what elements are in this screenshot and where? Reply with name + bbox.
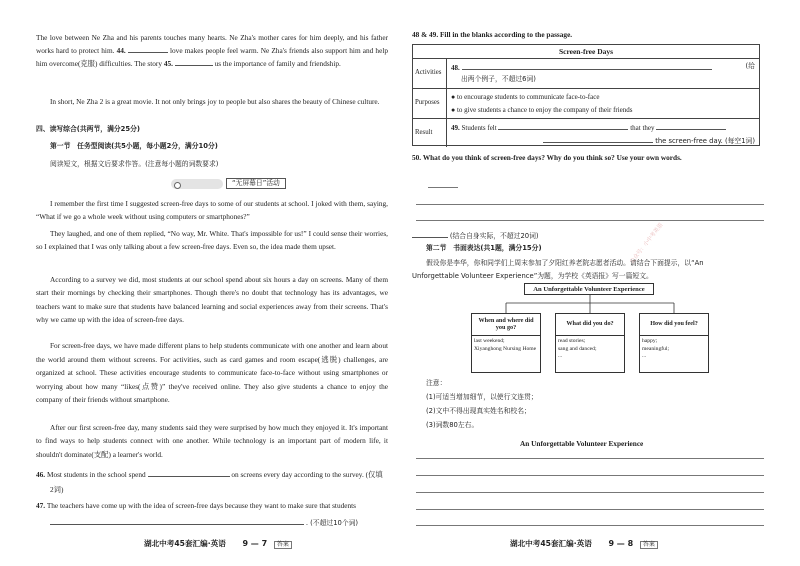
table-title: Screen-free Days bbox=[413, 45, 759, 59]
row-content bbox=[451, 119, 755, 147]
footer-stamp-icon: 答案 bbox=[274, 541, 292, 549]
writing-task-text: 假设你是李华，你和同学们上周末参加了夕阳红养老院志愿者活动。请结合下面提示，以“An bbox=[426, 259, 704, 267]
table-row-result bbox=[413, 119, 759, 147]
footer-page-number: 9 — 7 bbox=[242, 539, 268, 548]
answer-blank-49b[interactable] bbox=[656, 123, 726, 130]
answer-line-50[interactable] bbox=[428, 187, 458, 188]
page-footer bbox=[510, 540, 658, 549]
answer-blank-45[interactable] bbox=[175, 59, 213, 66]
answer-blank-47[interactable] bbox=[50, 518, 304, 525]
question-49-number: 49. bbox=[451, 124, 460, 132]
diagram-box-how-feel bbox=[639, 313, 709, 373]
instruction-text: 阅读短文，根据文后要求作答。(注意每小题的词数要求) bbox=[50, 160, 219, 168]
reading-paragraph-1: I remember the first time I suggested screen-free days to some of our students at school. I joked with them, saying, “What if we go a whole week without using computers or smartphones?” bbox=[36, 199, 388, 221]
purpose-item: ● to encourage students to communicate face-to-face bbox=[451, 93, 600, 101]
reading-paragraph-5: After our first screen-free day, many students said they were surprised by how much they enjoyed it. It's important to find ways to help students connect with one another. While technology is an important part of modern life, it shouldn't dominate(支配) a learner's world. bbox=[36, 423, 388, 459]
answer-blank-50[interactable] bbox=[412, 231, 448, 238]
row-content bbox=[451, 59, 755, 88]
banner-decoration bbox=[171, 179, 223, 189]
question-note: . (不超过10个词) bbox=[305, 519, 359, 527]
answer-blank-46[interactable] bbox=[148, 470, 230, 477]
question-46 bbox=[36, 470, 383, 478]
box-item: last weekend; bbox=[474, 338, 505, 344]
box-item: ... bbox=[558, 353, 563, 360]
box-content bbox=[640, 336, 708, 363]
footer-book-title: 湖北中考45套汇编·英语 bbox=[144, 539, 226, 548]
essay-writing-line[interactable] bbox=[416, 475, 764, 476]
question-text: that they bbox=[630, 124, 655, 132]
reading-paragraph-3: According to a survey we did, most students at our school spend about six hours a day on screens. Many of them start their mornings by checking their smartphones. Though there's no doubt that technology has its advantages, we teachers want to make sure that students have balanced learning and social experiences away from their screens. That's why we came up with the idea of screen-free days. bbox=[36, 275, 388, 324]
answer-blank-49c[interactable] bbox=[543, 136, 653, 143]
question-48-number: 48. bbox=[451, 64, 460, 72]
question-50: 50. What do you think of screen-free days? Why do you think so? Use your own words. bbox=[412, 153, 682, 162]
writing-task-text: Unforgettable Volunteer Experience”为题，为学校《英语报》写一篇短文。 bbox=[412, 272, 653, 280]
table-row-purposes bbox=[413, 89, 759, 119]
paragraph-text: us the importance of family and friendship. bbox=[214, 59, 341, 68]
page-footer bbox=[144, 540, 292, 549]
question-44-number: 44. bbox=[116, 46, 126, 55]
note-item: (1)可适当增加细节，以使行文连贯； bbox=[426, 393, 538, 401]
question-text: Students felt bbox=[461, 124, 497, 132]
subsection-title: 第一节 任务型阅读(共5小题，每小题2分，满分10分) bbox=[50, 142, 218, 150]
question-45-number: 45. bbox=[163, 59, 173, 68]
note-item: (3)词数80左右。 bbox=[426, 421, 479, 429]
question-text: Most students in the school spend bbox=[46, 470, 146, 479]
box-item: happy; bbox=[642, 338, 658, 344]
banner-icon bbox=[174, 182, 181, 189]
essay-title: An Unforgettable Volunteer Experience bbox=[520, 439, 644, 448]
question-48-49-heading: 48 & 49. Fill in the blanks according to the passage. bbox=[412, 30, 573, 39]
question-47 bbox=[36, 502, 356, 509]
diagram-box-what-did bbox=[555, 313, 625, 373]
footer-stamp-icon: 答案 bbox=[640, 541, 658, 549]
diagram-title: An Unforgettable Volunteer Experience bbox=[524, 283, 654, 295]
question-50-hint-line bbox=[412, 231, 539, 240]
box-item: Xiyanghong Nursing Home bbox=[474, 345, 537, 352]
answer-line-50[interactable] bbox=[416, 220, 764, 221]
answer-blank-44[interactable] bbox=[128, 46, 168, 53]
banner-label: “无屏幕日”活动 bbox=[226, 178, 286, 189]
paragraph-text: love makes people feel warm. Ne Zha's friends also support him and help him overcome(克服) difficulties. The story bbox=[36, 46, 388, 68]
footer-page-number: 9 — 8 bbox=[608, 539, 634, 548]
question-48-hint: 出两个例子，不超过6词) bbox=[461, 75, 536, 83]
question-47-number: 47. bbox=[36, 501, 46, 510]
box-content bbox=[472, 336, 540, 355]
volunteer-experience-diagram bbox=[470, 283, 710, 373]
passage-banner bbox=[171, 178, 326, 190]
answer-blank-49a[interactable] bbox=[498, 123, 628, 130]
screen-free-table bbox=[412, 44, 760, 146]
answer-line-50[interactable] bbox=[416, 204, 764, 205]
essay-writing-line[interactable] bbox=[416, 492, 764, 493]
question-note: the screen-free day. (每空1词) bbox=[655, 137, 755, 145]
question-48-hint: (给 bbox=[745, 62, 755, 70]
essay-writing-line[interactable] bbox=[416, 509, 764, 510]
answer-blank-48[interactable] bbox=[462, 63, 712, 70]
question-note: (结合自身实际，不超过20词) bbox=[449, 232, 539, 240]
footer-book-title: 湖北中考45套汇编·英语 bbox=[510, 539, 592, 548]
row-label: Purposes bbox=[413, 89, 447, 118]
box-heading: When and where did you go? bbox=[472, 314, 540, 336]
passage-paragraph-2: In short, Ne Zha 2 is a great movie. It not only brings joy to people but also shares the beauty of Chinese culture. bbox=[50, 97, 380, 106]
table-row-activities bbox=[413, 59, 759, 89]
subsection-title: 第二节 书面表达(共1题，满分15分) bbox=[426, 244, 542, 252]
paragraph-text: The love between Ne Zha and his parents touches many hearts. Ne Zha's mother cares for him deeply, and his father works hard to protect him. bbox=[36, 33, 388, 55]
question-text: The teachers have come up with the idea of screen-free days because they want to make sure that students bbox=[46, 501, 357, 510]
question-46-note: 2词) bbox=[50, 485, 64, 494]
box-content bbox=[556, 336, 624, 363]
section-title: 四、读写综合(共两节，满分25分) bbox=[36, 125, 141, 133]
box-item: meaningful; bbox=[642, 345, 670, 352]
purpose-item: ● to give students a chance to enjoy the company of their friends bbox=[451, 106, 633, 114]
box-heading: What did you do? bbox=[556, 314, 624, 336]
reading-paragraph-2: They laughed, and one of them replied, “No way, Mr. White. That's impossible for us!” I could sense their worries, so I explained that I was only talking about a few screen-free days. Even so, the idea made them upset. bbox=[36, 229, 388, 251]
essay-writing-line[interactable] bbox=[416, 525, 764, 526]
diagram-box-when-where bbox=[471, 313, 541, 373]
question-46-number: 46. bbox=[36, 470, 46, 479]
watermark-text: 公众号：小中考英语 bbox=[629, 222, 665, 266]
reading-paragraph-4: For screen-free days, we have made different plans to help students communicate with one another and learn about the world around them without screens. For activities, such as card games and room escape(逃脱) challenges, are organized at school. These activities encourage students to communicate face-to-face without using smartphones or worrying about how many “likes(点赞)” they've received online. They also give students a chance to enjoy the company of their friends without smartphone. bbox=[36, 341, 388, 405]
row-content bbox=[451, 89, 755, 118]
box-item: ... bbox=[642, 353, 647, 360]
question-text: on screens every day according to the survey. (仅填 bbox=[231, 470, 383, 479]
box-item: sang and danced; bbox=[558, 345, 597, 352]
essay-writing-line[interactable] bbox=[416, 458, 764, 459]
box-item: read stories; bbox=[558, 338, 586, 344]
question-47-answer-line bbox=[50, 518, 358, 527]
passage-paragraph-1 bbox=[36, 31, 388, 70]
row-label: Activities bbox=[413, 59, 447, 88]
box-heading: How did you feel? bbox=[640, 314, 708, 336]
notes-title: 注意： bbox=[426, 379, 447, 387]
note-item: (2)文中不得出现真实姓名和校名； bbox=[426, 407, 531, 415]
row-label: Result bbox=[413, 119, 447, 147]
